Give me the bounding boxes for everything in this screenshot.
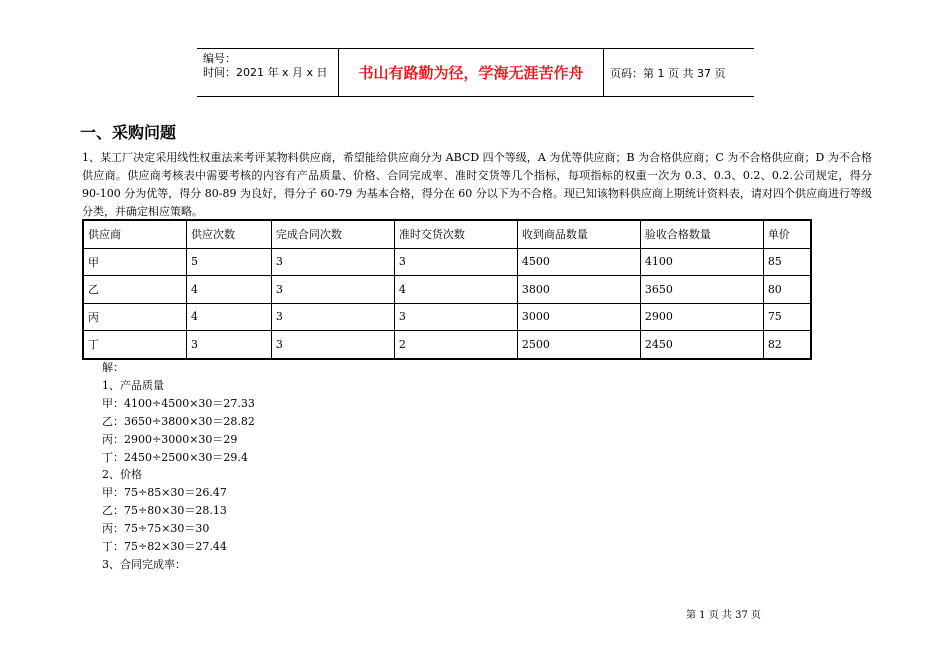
page-header — [197, 48, 754, 97]
table-cell: 甲 — [83, 248, 187, 276]
solution-line: 丙：2900÷3000×30＝29 — [102, 432, 238, 446]
table-cell: 丁 — [83, 331, 187, 359]
table-cell: 3000 — [517, 303, 640, 331]
supplier-table — [82, 219, 812, 360]
table-cell: 3 — [394, 248, 517, 276]
table-row — [83, 276, 811, 304]
table-cell: 80 — [763, 276, 811, 304]
solution-line: 3、合同完成率： — [102, 557, 186, 571]
table-header-cell: 收到商品数量 — [517, 220, 640, 248]
header-motto-cell — [339, 49, 604, 96]
table-cell: 4 — [187, 303, 272, 331]
problem-paragraph: 1、某工厂决定采用线性权重法来考评某物料供应商，希望能给供应商分为 ABCD 四个等级，A 为优等供应商；B 为合格供应商；C 为不合格供应商；D 为不合格供应商。供应商考核表中需要考核的内容有产品质量、价格、合同完成率、准时交货等几个指标，每项指标的权重一次为 0.3、0.3、0.2、0.2.公司规定，得分 90-100 分为优等，得分 80-89 为良好，得分子 60-79 为基本合格，得分在 60 分以下为不合格。现已知该物料供应商上期统计资料表，请对四个供应商进行等级分类，并确定相应策略。 — [82, 151, 872, 218]
table-cell: 75 — [763, 303, 811, 331]
table-cell: 2450 — [640, 331, 763, 359]
table-header-cell: 单价 — [763, 220, 811, 248]
solution-line: 解： — [102, 361, 124, 374]
table-cell: 2500 — [517, 331, 640, 359]
table-row — [83, 303, 811, 331]
table-cell: 3 — [271, 331, 394, 359]
page-footer: 第 1 页 共 37 页 — [686, 610, 761, 621]
solution-line: 乙：75÷80×30＝28.13 — [102, 504, 227, 518]
table-cell: 3 — [187, 331, 272, 359]
table-cell: 乙 — [83, 276, 187, 304]
solution-line: 甲：4100÷4500×30＝27.33 — [102, 396, 255, 410]
table-cell: 82 — [763, 331, 811, 359]
table-cell: 3 — [394, 303, 517, 331]
solution-line: 1、产品质量 — [102, 378, 164, 392]
table-cell: 3 — [271, 248, 394, 276]
table-header-cell: 供应次数 — [187, 220, 272, 248]
solution-line: 乙：3650÷3800×30＝28.82 — [102, 414, 255, 428]
table-cell: 2 — [394, 331, 517, 359]
table-row — [83, 248, 811, 276]
solution-line: 丁：75÷82×30＝27.44 — [102, 540, 227, 554]
table-cell: 3650 — [640, 276, 763, 304]
section-title: 一、采购问题 — [80, 123, 177, 142]
table-cell: 2900 — [640, 303, 763, 331]
time-label: 时间：2021 年 x 月 x 日 — [203, 66, 328, 79]
table-row — [83, 331, 811, 359]
table-cell: 4500 — [517, 248, 640, 276]
table-cell: 5 — [187, 248, 272, 276]
table-cell: 4 — [394, 276, 517, 304]
table-cell: 3 — [271, 303, 394, 331]
motto-text: 书山有路勤为径，学海无涯苦作舟 — [358, 64, 584, 82]
header-meta — [197, 49, 339, 96]
table-header-row — [83, 220, 811, 248]
table-cell: 4100 — [640, 248, 763, 276]
header-page-code — [604, 49, 754, 96]
table-header-cell: 供应商 — [83, 220, 187, 248]
table-header-cell: 验收合格数量 — [640, 220, 763, 248]
solution-block — [102, 359, 255, 574]
table-cell: 3800 — [517, 276, 640, 304]
solution-line: 丙：75÷75×30＝30 — [102, 522, 210, 536]
table-header-cell: 准时交货次数 — [394, 220, 517, 248]
solution-line: 甲：75÷85×30＝26.47 — [102, 486, 227, 500]
solution-line: 2、价格 — [102, 468, 142, 482]
table-cell: 85 — [763, 248, 811, 276]
page-code-text: 页码：第 1 页 共 37 页 — [610, 66, 726, 80]
solution-line: 丁：2450÷2500×30＝29.4 — [102, 450, 248, 464]
table-cell: 丙 — [83, 303, 187, 331]
table-header-cell: 完成合同次数 — [271, 220, 394, 248]
table-cell: 4 — [187, 276, 272, 304]
number-label: 编号： — [203, 52, 236, 65]
table-cell: 3 — [271, 276, 394, 304]
